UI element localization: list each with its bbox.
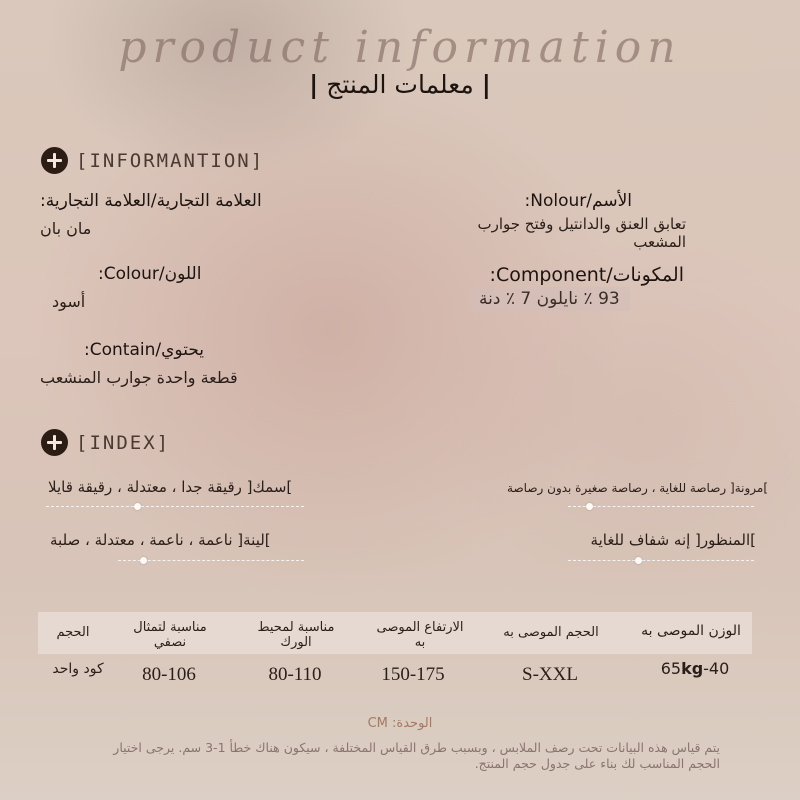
cell-bust: 80-106 <box>142 664 196 685</box>
page-title-text: معلمات المنتج <box>326 70 474 99</box>
header-bust: مناسبة لتمثال نصفي <box>133 620 207 650</box>
elasticity-scale-marker <box>586 503 593 510</box>
thickness-index: ]سمك[ رقيقة جدا ، معتدلة ، رقيقة قايلا <box>48 478 293 496</box>
thickness-scale-line <box>46 506 304 507</box>
cell-code: كود واحد <box>52 661 104 677</box>
colour-value: أسود <box>52 292 86 311</box>
index-section-header <box>41 429 170 456</box>
softness-index: ]لينة[ ناعمة ، ناعمة ، معتدلة ، صلبة <box>50 531 271 549</box>
thickness-scale-marker <box>134 503 141 510</box>
colour-label: اللون/Colour: <box>98 264 202 284</box>
contain-label: يحتوي/Contain: <box>84 340 205 360</box>
contain-value: قطعة واحدة جوارب المنشعب <box>40 368 238 387</box>
title-bar-right: | <box>481 70 491 99</box>
index-section-title: [INDEX] <box>76 431 171 454</box>
elasticity-scale-line <box>568 506 754 507</box>
weight-unit: kg <box>681 659 704 678</box>
cell-hip: 80-110 <box>268 664 322 685</box>
transparency-index: ]المنظور[ إنه شفاف للغاية <box>590 531 756 549</box>
info-section-title: [INFORMANTION] <box>76 149 265 172</box>
cell-weight <box>640 659 750 678</box>
weight-max: -40 <box>703 659 730 678</box>
plus-circle-icon <box>41 147 68 174</box>
weight-min: 65 <box>660 659 682 678</box>
name-label: الأسم/Nolour: <box>524 191 632 211</box>
header-code: الحجم <box>56 625 90 640</box>
component-value: 93 ٪ نايلون 7 ٪ دنة <box>469 287 630 311</box>
plus-circle-icon <box>41 429 68 456</box>
header-height: الارتفاع الموصى به <box>376 620 464 650</box>
title-bar-left: | <box>309 70 319 99</box>
cell-size: S-XXL <box>522 664 578 685</box>
softness-scale-marker <box>140 557 147 564</box>
transparency-scale-line <box>568 560 754 561</box>
elasticity-index: ]مرونة[ رصاصة للغاية ، رصاصة صغيرة بدون رصاصة <box>507 481 768 495</box>
header-weight: الوزن الموصى به <box>641 623 741 639</box>
name-value: تعابق العنق والدانتيل وفتح جوارب المشعب <box>477 215 686 251</box>
brand-value: مان بان <box>40 219 92 238</box>
measurement-note: يتم قياس هذه البيانات تحت رصف الملابس ، وبسبب طرق القياس المختلفة ، سيكون هناك خطأ 1-3 سم. يرجى اختيار الحجم المناسب لك بناء على جدول حجم المنتج. <box>113 740 720 771</box>
transparency-scale-marker <box>635 557 642 564</box>
cell-height: 150-175 <box>381 664 445 685</box>
page-title <box>0 70 800 99</box>
info-section-header <box>41 147 264 174</box>
brand-label: العلامة التجارية/العلامة التجارية: <box>40 191 262 211</box>
header-size: الحجم الموصى به <box>503 625 599 640</box>
unit-label: الوحدة: CM <box>367 716 433 731</box>
component-label: المكونات/Component: <box>489 264 684 286</box>
script-title: product information <box>118 22 682 73</box>
header-hip: مناسبة لمحيط الورك <box>257 620 335 650</box>
